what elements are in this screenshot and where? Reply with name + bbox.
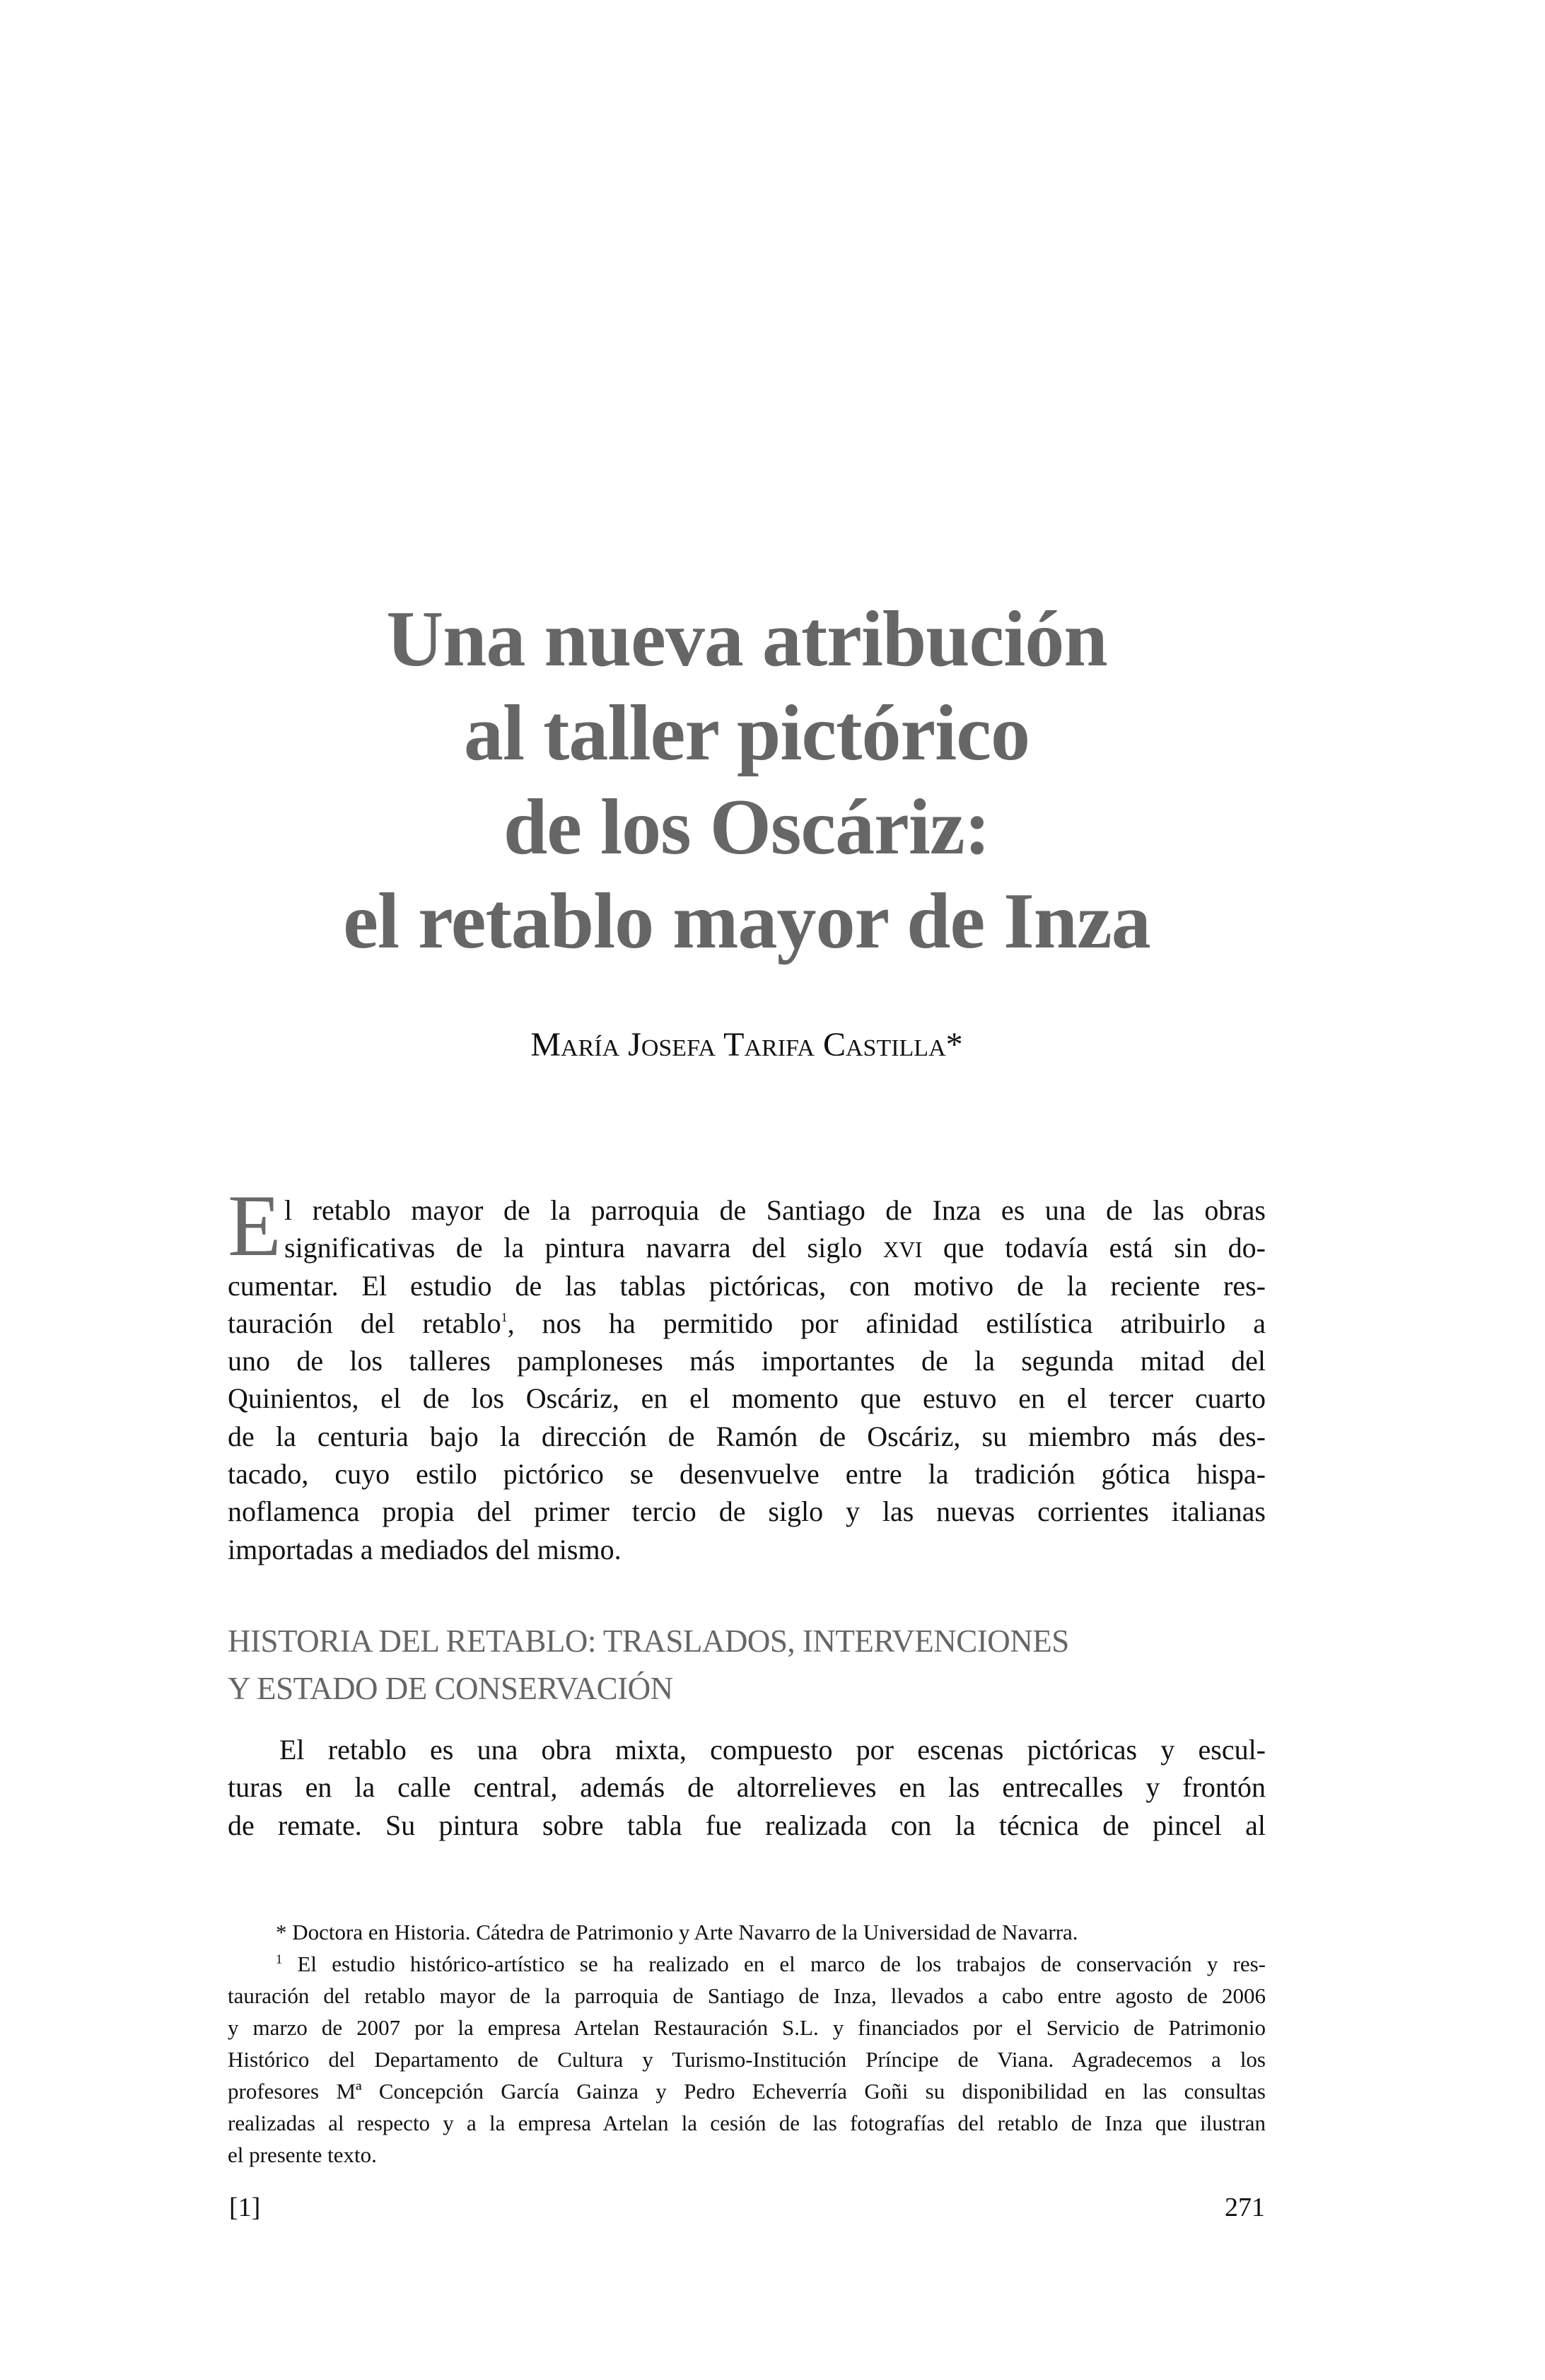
- footnote-text: Doctora en Historia. Cátedra de Patrimonio y Arte Navarro de la Universidad de Navarra.: [292, 1920, 1078, 1944]
- section-heading: [228, 1618, 1266, 1713]
- title-line: Una nueva atribución: [386, 595, 1107, 683]
- paragraph-line: [228, 1229, 1266, 1266]
- paragraph-line: Quinientos, el de los Oscáriz, en el momento que estuvo en el tercer cuarto: [228, 1382, 1266, 1415]
- intro-paragraph: [228, 1191, 1266, 1568]
- author-footnote-mark[interactable]: *: [945, 1026, 963, 1063]
- footnote-1-line: profesores Mª Concepción García Gainza y Pedro Echeverría Goñi su disponibilidad en las consultas: [228, 2079, 1266, 2104]
- paragraph-line: importadas a mediados del mismo.: [228, 1533, 622, 1565]
- line-text: que todavía está sin do-: [922, 1232, 1266, 1264]
- article-title: [228, 593, 1266, 969]
- century-small-caps: XVI: [882, 1237, 923, 1263]
- paragraph-line: turas en la calle central, además de altorrelieves en las entrecalles y frontón: [228, 1771, 1266, 1804]
- footnote-1-line: el presente texto.: [228, 2142, 377, 2167]
- title-line: de los Oscáriz:: [503, 783, 990, 871]
- title-line: el retablo mayor de Inza: [343, 877, 1150, 965]
- line-text: , nos ha permitido por afinidad estilística atribuirlo a: [507, 1307, 1266, 1339]
- folio-section-number: [1]: [229, 2193, 261, 2222]
- paragraph-line: uno de los talleres pamploneses más importantes de la segunda mitad del: [228, 1345, 1266, 1377]
- footnote-author: [228, 1916, 1266, 1948]
- title-line: al taller pictórico: [464, 689, 1030, 777]
- section-paragraph: [228, 1731, 1266, 1844]
- heading-line: HISTORIA DEL RETABLO: TRASLADOS, INTERVENCIONES: [228, 1623, 1069, 1659]
- page-number: 271: [1225, 2193, 1265, 2222]
- paragraph-line: El retablo es una obra mixta, compuesto por escenas pictóricas y escul-: [279, 1734, 1266, 1766]
- footnotes: [228, 1916, 1266, 2171]
- paragraph-line: [228, 1305, 1266, 1342]
- paragraph-line: l retablo mayor de la parroquia de Santiago de Inza es una de las obras: [284, 1194, 1266, 1226]
- footnote-mark: 1: [276, 1952, 283, 1967]
- line-text: significativas de la pintura navarra del siglo: [284, 1232, 883, 1264]
- footnote-mark: *: [276, 1920, 287, 1944]
- footnote-1-line: Histórico del Departamento de Cultura y Turismo-Institución Príncipe de Viana. Agradecemos a los: [228, 2047, 1266, 2072]
- drop-cap: E: [228, 1177, 281, 1274]
- paragraph-line: noflamenca propia del primer tercio de siglo y las nuevas corrientes italianas: [228, 1495, 1266, 1528]
- footnote-1-line: tauración del retablo mayor de la parroquia de Santiago de Inza, llevados a cabo entre agosto de 2006: [228, 1983, 1266, 2008]
- paragraph-line: de remate. Su pintura sobre tabla fue realizada con la técnica de pincel al: [228, 1809, 1266, 1841]
- paragraph-line: cumentar. El estudio de las tablas pictóricas, con motivo de la reciente res-: [228, 1269, 1266, 1302]
- line-text: tauración del retablo: [228, 1307, 501, 1339]
- paragraph-line: tacado, cuyo estilo pictórico se desenvuelve entre la tradición gótica hispa-: [228, 1458, 1266, 1491]
- footnote-ref-1[interactable]: 1: [501, 1309, 508, 1324]
- footnote-1-line: y marzo de 2007 por la empresa Artelan Restauración S.L. y financiados por el Servicio de Patrimonio: [228, 2015, 1266, 2040]
- footnote-1-line: realizadas al respecto y a la empresa Artelan la cesión de las fotografías del retablo de Inza que ilustran: [228, 2111, 1266, 2135]
- author-name: María Josefa Tarifa Castilla: [530, 1026, 946, 1063]
- footnote-text: El estudio histórico-artístico se ha realizado en el marco de los trabajos de conservación y res-: [297, 1952, 1266, 1976]
- paragraph-line: de la centuria bajo la dirección de Ramón de Oscáriz, su miembro más des-: [228, 1420, 1266, 1452]
- heading-line: Y ESTADO DE CONSERVACIÓN: [228, 1671, 673, 1706]
- footnote-1-line: [228, 1948, 1266, 1980]
- author-byline: [228, 1024, 1266, 1066]
